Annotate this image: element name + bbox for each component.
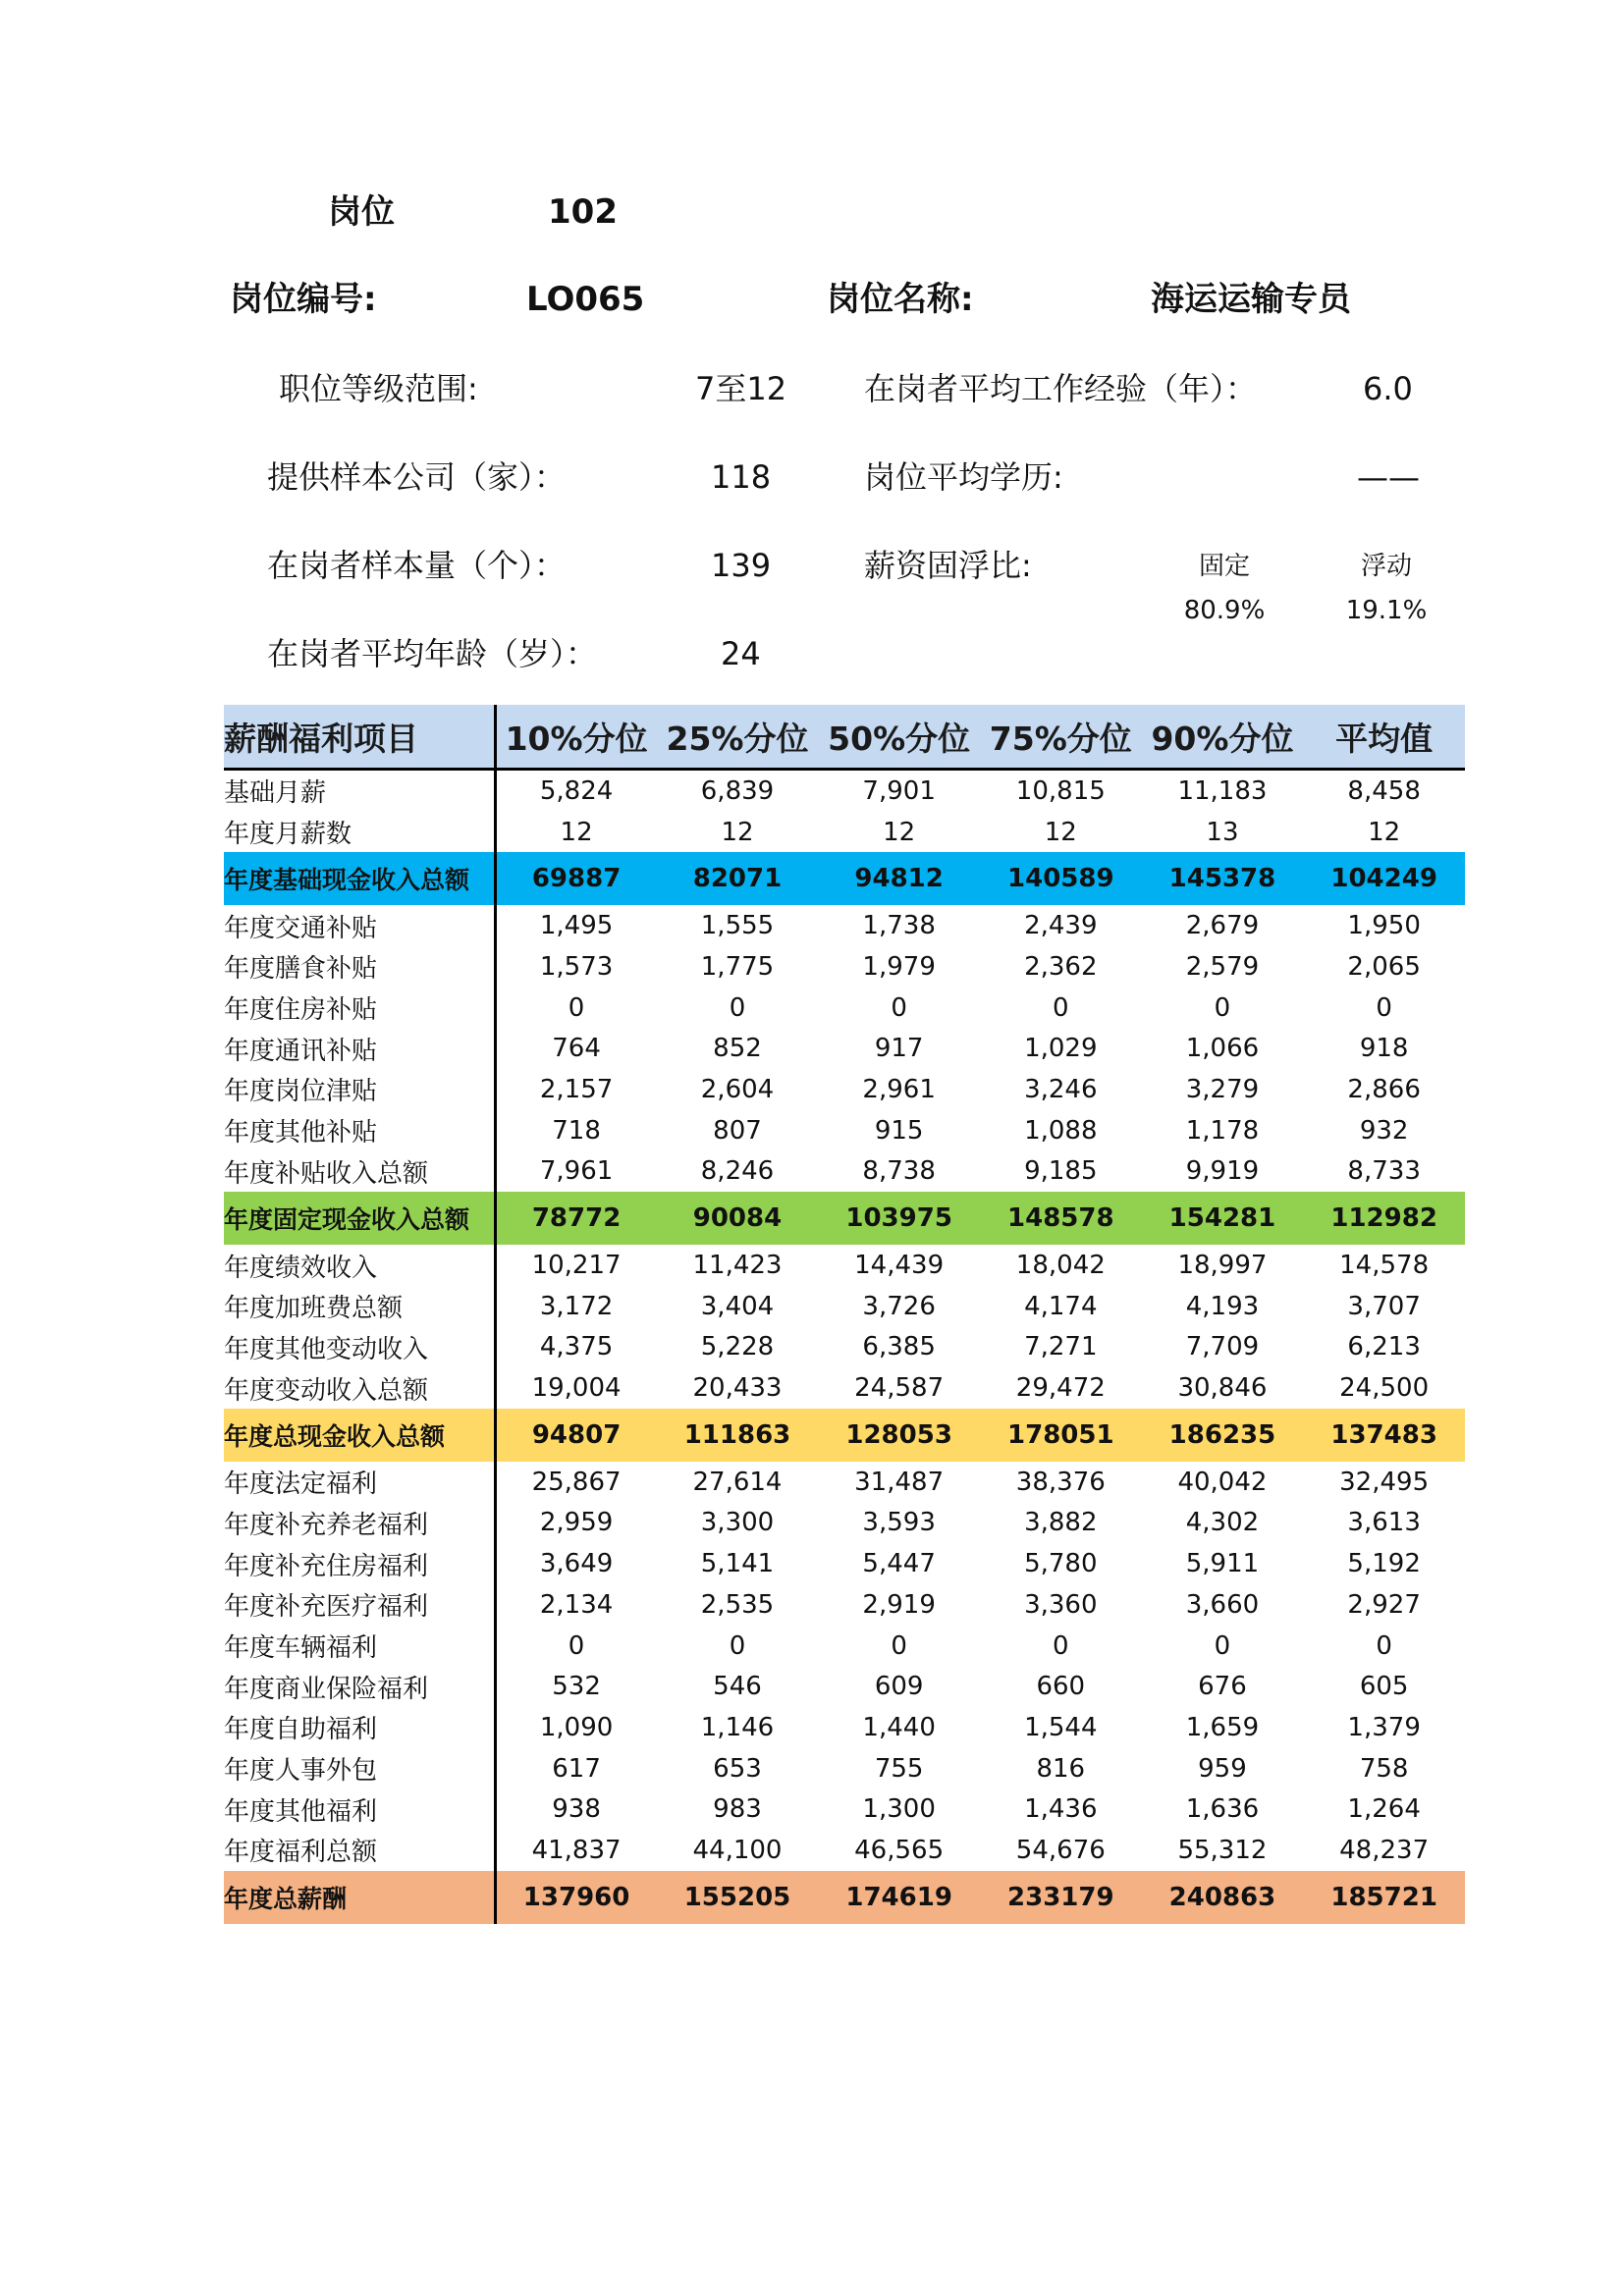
row-label: 基础月薪 <box>224 770 495 812</box>
cell-value: 7,271 <box>1024 1332 1098 1362</box>
table-header-row <box>224 705 1465 770</box>
cell-value: 917 <box>874 1034 924 1064</box>
cell-value: 14,439 <box>854 1251 945 1281</box>
cell-value: 0 <box>1214 1630 1231 1661</box>
cell-value: 1,029 <box>1024 1034 1098 1064</box>
cell-value: 12 <box>721 817 754 847</box>
cell-value: 3,726 <box>862 1291 936 1321</box>
cell-value: 1,738 <box>862 911 936 941</box>
row-label: 年度加班费总额 <box>224 1286 495 1327</box>
cell-value: 10,815 <box>1015 775 1106 806</box>
cell-value: 154281 <box>1168 1203 1276 1234</box>
cell-value: 1,379 <box>1347 1712 1421 1742</box>
cell-value: 48,237 <box>1339 1835 1430 1865</box>
cell-value: 137960 <box>522 1882 630 1912</box>
cell-value: 0 <box>729 1630 746 1661</box>
row-label: 年度补充住房福利 <box>224 1543 495 1584</box>
cell-value: 2,959 <box>539 1508 614 1538</box>
cell-value: 9,185 <box>1024 1156 1098 1187</box>
table-row <box>224 1503 1465 1544</box>
cell-value: 0 <box>568 992 585 1023</box>
column-header-percentile: 90%分位 <box>1142 705 1304 770</box>
cell-value: 8,246 <box>700 1156 775 1187</box>
cell-value: 69887 <box>531 864 622 894</box>
pay-ratio-label: 薪资固浮比: <box>864 547 1032 584</box>
column-header-percentile: 10%分位 <box>495 705 657 770</box>
cell-value: 3,660 <box>1185 1589 1260 1620</box>
cell-value: 2,961 <box>862 1074 936 1104</box>
fixed-value: 80.9% <box>1183 596 1266 625</box>
table-row <box>224 770 1465 812</box>
summary-row <box>224 1192 1465 1245</box>
avg-age-value: 24 <box>721 635 761 672</box>
table-row <box>224 1028 1465 1069</box>
cell-value: 103975 <box>845 1203 952 1234</box>
cell-value: 660 <box>1036 1672 1086 1702</box>
cell-value: 46,565 <box>854 1835 945 1865</box>
cell-value: 1,659 <box>1185 1712 1260 1742</box>
cell-value: 4,375 <box>539 1332 614 1362</box>
table-row <box>224 1830 1465 1871</box>
cell-value: 12 <box>560 817 593 847</box>
cell-value: 7,709 <box>1185 1332 1260 1362</box>
cell-value: 0 <box>891 992 907 1023</box>
cell-value: 3,649 <box>539 1549 614 1579</box>
avg-age-label: 在岗者平均年龄（岁）： <box>267 635 598 672</box>
row-label: 年度基础现金收入总额 <box>224 852 495 905</box>
cell-value: 0 <box>1053 1630 1069 1661</box>
row-label: 年度绩效收入 <box>224 1245 495 1286</box>
post-value: 102 <box>548 192 618 232</box>
cell-value: 609 <box>874 1672 924 1702</box>
table-body <box>224 770 1465 1924</box>
post-label: 岗位 <box>328 192 395 232</box>
cell-value: 0 <box>1053 992 1069 1023</box>
avg-experience-value: 6.0 <box>1363 370 1413 407</box>
row-label: 年度补充医疗福利 <box>224 1584 495 1626</box>
sample-companies-value: 118 <box>711 458 772 496</box>
summary-row <box>224 1409 1465 1462</box>
fixed-label: 固定 <box>1198 552 1251 581</box>
cell-value: 1,440 <box>862 1712 936 1742</box>
cell-value: 78772 <box>531 1203 622 1234</box>
cell-value: 918 <box>1359 1034 1409 1064</box>
cell-value: 44,100 <box>692 1835 783 1865</box>
avg-education-label: 岗位平均学历: <box>864 458 1063 496</box>
cell-value: 140589 <box>1007 864 1114 894</box>
table-row <box>224 1110 1465 1151</box>
cell-value: 617 <box>552 1753 601 1784</box>
row-label: 年度总现金收入总额 <box>224 1409 495 1462</box>
row-label: 年度固定现金收入总额 <box>224 1192 495 1245</box>
row-label: 年度法定福利 <box>224 1462 495 1503</box>
row-label: 年度变动收入总额 <box>224 1367 495 1409</box>
row-label: 年度交通补贴 <box>224 905 495 946</box>
float-value: 19.1% <box>1345 596 1428 625</box>
table-row <box>224 1367 1465 1409</box>
cell-value: 10,217 <box>531 1251 622 1281</box>
cell-value: 1,636 <box>1185 1794 1260 1825</box>
cell-value: 5,228 <box>700 1332 775 1362</box>
row-label: 年度其他福利 <box>224 1789 495 1830</box>
table-row <box>224 1543 1465 1584</box>
cell-value: 2,579 <box>1185 951 1260 982</box>
cell-value: 11,423 <box>692 1251 783 1281</box>
cell-value: 764 <box>552 1034 601 1064</box>
cell-value: 112982 <box>1330 1203 1437 1234</box>
cell-value: 718 <box>552 1115 601 1146</box>
cell-value: 4,193 <box>1185 1291 1260 1321</box>
summary-row <box>224 852 1465 905</box>
cell-value: 178051 <box>1007 1419 1114 1450</box>
cell-value: 6,213 <box>1347 1332 1421 1362</box>
incumbent-samples-label: 在岗者样本量（个）： <box>267 547 567 584</box>
float-label: 浮动 <box>1360 552 1413 581</box>
cell-value: 137483 <box>1330 1419 1437 1450</box>
row-label: 年度岗位津贴 <box>224 1069 495 1110</box>
cell-value: 12 <box>1044 817 1077 847</box>
cell-value: 12 <box>1368 817 1401 847</box>
cell-value: 13 <box>1206 817 1239 847</box>
cell-value: 2,679 <box>1185 911 1260 941</box>
cell-value: 5,447 <box>862 1549 936 1579</box>
cell-value: 605 <box>1359 1672 1409 1702</box>
column-header-item: 薪酬福利项目 <box>224 705 495 770</box>
cell-value: 0 <box>1376 1630 1392 1661</box>
cell-value: 2,927 <box>1347 1589 1421 1620</box>
cell-value: 2,535 <box>700 1589 775 1620</box>
cell-value: 40,042 <box>1177 1467 1268 1497</box>
cell-value: 9,919 <box>1185 1156 1260 1187</box>
cell-value: 1,544 <box>1024 1712 1098 1742</box>
cell-value: 1,495 <box>539 911 614 941</box>
table-row <box>224 1748 1465 1789</box>
row-label: 年度福利总额 <box>224 1830 495 1871</box>
cell-value: 1,264 <box>1347 1794 1421 1825</box>
cell-value: 3,613 <box>1347 1508 1421 1538</box>
cell-value: 5,192 <box>1347 1549 1421 1579</box>
cell-value: 7,961 <box>539 1156 614 1187</box>
cell-value: 8,733 <box>1347 1156 1421 1187</box>
cell-value: 0 <box>1214 992 1231 1023</box>
cell-value: 2,065 <box>1347 951 1421 982</box>
cell-value: 12 <box>883 817 916 847</box>
cell-value: 758 <box>1359 1753 1409 1784</box>
cell-value: 90084 <box>692 1203 783 1234</box>
table-row <box>224 1286 1465 1327</box>
row-label: 年度住房补贴 <box>224 988 495 1029</box>
cell-value: 5,141 <box>700 1549 775 1579</box>
summary-row <box>224 1871 1465 1924</box>
cell-value: 1,775 <box>700 951 775 982</box>
column-header-percentile: 75%分位 <box>980 705 1142 770</box>
cell-value: 2,157 <box>539 1074 614 1104</box>
row-label: 年度月薪数 <box>224 812 495 853</box>
table-row <box>224 812 1465 853</box>
cell-value: 915 <box>874 1115 924 1146</box>
cell-value: 185721 <box>1330 1882 1437 1912</box>
cell-value: 3,246 <box>1024 1074 1098 1104</box>
table-row <box>224 1626 1465 1667</box>
cell-value: 983 <box>713 1794 762 1825</box>
table-row <box>224 1584 1465 1626</box>
row-label: 年度其他变动收入 <box>224 1327 495 1368</box>
cell-value: 174619 <box>845 1882 952 1912</box>
cell-value: 8,458 <box>1347 775 1421 806</box>
cell-value: 155205 <box>683 1882 791 1912</box>
cell-value: 1,146 <box>700 1712 775 1742</box>
cell-value: 38,376 <box>1015 1467 1106 1497</box>
cell-value: 676 <box>1198 1672 1247 1702</box>
cell-value: 18,042 <box>1015 1251 1106 1281</box>
cell-value: 186235 <box>1168 1419 1276 1450</box>
row-label: 年度补贴收入总额 <box>224 1151 495 1193</box>
cell-value: 24,587 <box>854 1373 945 1404</box>
table-row <box>224 988 1465 1029</box>
cell-value: 807 <box>713 1115 762 1146</box>
post-code-value: LO065 <box>526 280 645 319</box>
cell-value: 1,300 <box>862 1794 936 1825</box>
cell-value: 1,066 <box>1185 1034 1260 1064</box>
row-label: 年度人事外包 <box>224 1748 495 1789</box>
grade-range-label: 职位等级范围: <box>279 370 478 407</box>
row-label: 年度总薪酬 <box>224 1871 495 1924</box>
cell-value: 4,302 <box>1185 1508 1260 1538</box>
table-row <box>224 946 1465 988</box>
cell-value: 29,472 <box>1015 1373 1106 1404</box>
cell-value: 938 <box>552 1794 601 1825</box>
cell-value: 1,979 <box>862 951 936 982</box>
cell-value: 6,385 <box>862 1332 936 1362</box>
cell-value: 1,088 <box>1024 1115 1098 1146</box>
cell-value: 18,997 <box>1177 1251 1268 1281</box>
cell-value: 2,919 <box>862 1589 936 1620</box>
cell-value: 3,707 <box>1347 1291 1421 1321</box>
cell-value: 19,004 <box>531 1373 622 1404</box>
cell-value: 111863 <box>683 1419 791 1450</box>
cell-value: 653 <box>713 1753 762 1784</box>
cell-value: 2,866 <box>1347 1074 1421 1104</box>
cell-value: 0 <box>891 1630 907 1661</box>
cell-value: 94807 <box>531 1419 622 1450</box>
cell-value: 3,300 <box>700 1508 775 1538</box>
cell-value: 0 <box>568 1630 585 1661</box>
cell-value: 94812 <box>854 864 944 894</box>
cell-value: 3,593 <box>862 1508 936 1538</box>
cell-value: 0 <box>729 992 746 1023</box>
avg-education-value: —— <box>1357 458 1420 496</box>
cell-value: 55,312 <box>1177 1835 1268 1865</box>
column-header-percentile: 50%分位 <box>818 705 980 770</box>
cell-value: 6,839 <box>700 775 775 806</box>
cell-value: 82071 <box>692 864 783 894</box>
incumbent-samples-value: 139 <box>711 547 772 584</box>
cell-value: 5,911 <box>1185 1549 1260 1579</box>
cell-value: 3,360 <box>1024 1589 1098 1620</box>
table-row <box>224 1462 1465 1503</box>
cell-value: 755 <box>874 1753 924 1784</box>
cell-value: 1,178 <box>1185 1115 1260 1146</box>
cell-value: 3,279 <box>1185 1074 1260 1104</box>
cell-value: 4,174 <box>1024 1291 1098 1321</box>
cell-value: 5,824 <box>539 775 614 806</box>
table-row <box>224 1069 1465 1110</box>
cell-value: 2,134 <box>539 1589 614 1620</box>
cell-value: 1,573 <box>539 951 614 982</box>
table-row <box>224 905 1465 946</box>
cell-value: 1,555 <box>700 911 775 941</box>
table-row <box>224 1789 1465 1830</box>
row-label: 年度膳食补贴 <box>224 946 495 988</box>
cell-value: 145378 <box>1168 864 1276 894</box>
cell-value: 2,362 <box>1024 951 1098 982</box>
row-label: 年度自助福利 <box>224 1707 495 1748</box>
cell-value: 25,867 <box>531 1467 622 1497</box>
cell-value: 7,901 <box>862 775 936 806</box>
cell-value: 41,837 <box>531 1835 622 1865</box>
table-row <box>224 1707 1465 1748</box>
cell-value: 852 <box>713 1034 762 1064</box>
salary-table <box>224 705 1465 1924</box>
cell-value: 8,738 <box>862 1156 936 1187</box>
cell-value: 3,882 <box>1024 1508 1098 1538</box>
avg-experience-label: 在岗者平均工作经验（年）： <box>864 370 1258 407</box>
cell-value: 31,487 <box>854 1467 945 1497</box>
cell-value: 816 <box>1036 1753 1086 1784</box>
cell-value: 2,439 <box>1024 911 1098 941</box>
cell-value: 14,578 <box>1339 1251 1430 1281</box>
cell-value: 3,172 <box>539 1291 614 1321</box>
cell-value: 0 <box>1376 992 1392 1023</box>
cell-value: 1,950 <box>1347 911 1421 941</box>
row-label: 年度补充养老福利 <box>224 1503 495 1544</box>
cell-value: 24,500 <box>1339 1373 1430 1404</box>
cell-value: 32,495 <box>1339 1467 1430 1497</box>
column-header-percentile: 平均值 <box>1303 705 1465 770</box>
post-name-value: 海运运输专员 <box>1151 280 1351 319</box>
table-row <box>224 1327 1465 1368</box>
cell-value: 532 <box>552 1672 601 1702</box>
cell-value: 959 <box>1198 1753 1247 1784</box>
cell-value: 233179 <box>1007 1882 1114 1912</box>
cell-value: 27,614 <box>692 1467 783 1497</box>
table-row <box>224 1151 1465 1193</box>
cell-value: 104249 <box>1330 864 1437 894</box>
cell-value: 128053 <box>845 1419 952 1450</box>
row-label: 年度商业保险福利 <box>224 1666 495 1707</box>
cell-value: 2,604 <box>700 1074 775 1104</box>
cell-value: 20,433 <box>692 1373 783 1404</box>
post-code-label: 岗位编号: <box>230 280 377 319</box>
cell-value: 240863 <box>1168 1882 1276 1912</box>
table-row <box>224 1245 1465 1286</box>
cell-value: 3,404 <box>700 1291 775 1321</box>
sample-companies-label: 提供样本公司（家）： <box>267 458 567 496</box>
row-label: 年度通讯补贴 <box>224 1028 495 1069</box>
cell-value: 11,183 <box>1177 775 1268 806</box>
cell-value: 148578 <box>1007 1203 1114 1234</box>
cell-value: 932 <box>1359 1115 1409 1146</box>
post-name-label: 岗位名称: <box>827 280 974 319</box>
row-label: 年度车辆福利 <box>224 1626 495 1667</box>
cell-value: 1,436 <box>1024 1794 1098 1825</box>
column-header-percentile: 25%分位 <box>657 705 819 770</box>
row-label: 年度其他补贴 <box>224 1110 495 1151</box>
cell-value: 5,780 <box>1024 1549 1098 1579</box>
cell-value: 30,846 <box>1177 1373 1268 1404</box>
cell-value: 54,676 <box>1015 1835 1106 1865</box>
table-row <box>224 1666 1465 1707</box>
grade-range-value: 7至12 <box>695 370 787 407</box>
cell-value: 1,090 <box>539 1712 614 1742</box>
cell-value: 546 <box>713 1672 762 1702</box>
